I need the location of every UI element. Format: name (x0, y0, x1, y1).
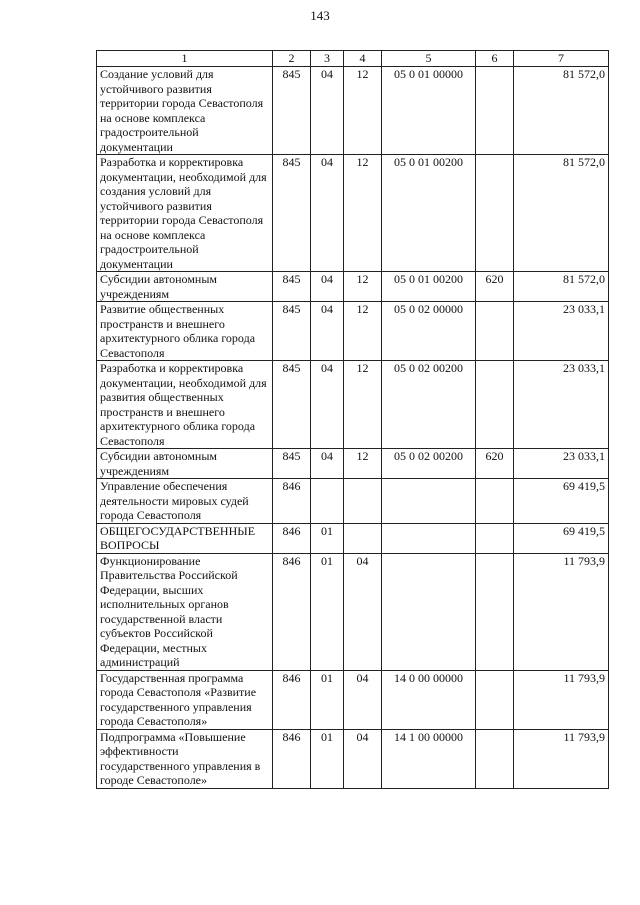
row-expense-type: 620 (476, 272, 514, 302)
row-target-article: 14 0 00 00000 (382, 670, 476, 729)
row-target-article: 05 0 01 00200 (382, 272, 476, 302)
row-target-article: 05 0 02 00000 (382, 302, 476, 361)
header-col-5: 5 (382, 51, 476, 67)
row-ved-code: 845 (273, 361, 311, 449)
row-expense-type (476, 155, 514, 272)
row-name: Подпрограмма «Повышение эффективности государственного управления в городе Севастополе» (97, 729, 273, 788)
row-expense-type (476, 553, 514, 670)
table-row (97, 67, 609, 155)
row-amount: 23 033,1 (514, 449, 609, 479)
row-name: Создание условий для устойчивого развития территории города Севастополя на основе комплекса градостроительной документации (97, 67, 273, 155)
row-section-code: 04 (311, 67, 344, 155)
row-ved-code: 845 (273, 67, 311, 155)
row-amount: 11 793,9 (514, 553, 609, 670)
row-subsection-code: 12 (344, 155, 382, 272)
row-target-article: 14 1 00 00000 (382, 729, 476, 788)
row-subsection-code: 12 (344, 361, 382, 449)
row-section-code: 04 (311, 302, 344, 361)
row-name: Развитие общественных пространств и внешнего архитектурного облика города Севастополя (97, 302, 273, 361)
row-subsection-code (344, 523, 382, 553)
row-amount: 81 572,0 (514, 272, 609, 302)
row-expense-type (476, 302, 514, 361)
row-expense-type (476, 361, 514, 449)
table-row (97, 523, 609, 553)
table-row (97, 155, 609, 272)
row-amount: 81 572,0 (514, 67, 609, 155)
row-expense-type: 620 (476, 449, 514, 479)
row-section-code: 04 (311, 272, 344, 302)
header-col-7: 7 (514, 51, 609, 67)
row-section-code: 04 (311, 361, 344, 449)
row-name: Субсидии автономным учреждениям (97, 449, 273, 479)
row-target-article (382, 553, 476, 670)
row-section-code: 04 (311, 155, 344, 272)
table-row (97, 302, 609, 361)
row-amount: 69 419,5 (514, 479, 609, 524)
row-expense-type (476, 670, 514, 729)
row-ved-code: 845 (273, 272, 311, 302)
header-col-2: 2 (273, 51, 311, 67)
row-amount: 11 793,9 (514, 670, 609, 729)
table-row (97, 729, 609, 788)
table-row (97, 449, 609, 479)
row-name: Субсидии автономным учреждениям (97, 272, 273, 302)
row-subsection-code: 12 (344, 449, 382, 479)
header-row (97, 51, 609, 67)
row-subsection-code: 04 (344, 729, 382, 788)
row-section-code: 01 (311, 729, 344, 788)
row-section-code: 01 (311, 523, 344, 553)
row-ved-code: 846 (273, 553, 311, 670)
row-target-article: 05 0 01 00000 (382, 67, 476, 155)
header-col-1: 1 (97, 51, 273, 67)
row-name: Государственная программа города Севастополя «Развитие государственного управления города Севастополя» (97, 670, 273, 729)
row-amount: 81 572,0 (514, 155, 609, 272)
row-name: Разработка и корректировка документации, необходимой для развития общественных пространств и внешнего архитектурного облика города Севастополя (97, 361, 273, 449)
header-col-4: 4 (344, 51, 382, 67)
row-subsection-code: 12 (344, 67, 382, 155)
page-number: 143 (310, 8, 330, 23)
row-name: Управление обеспечения деятельности мировых судей города Севастополя (97, 479, 273, 524)
row-ved-code: 845 (273, 155, 311, 272)
row-section-code: 04 (311, 449, 344, 479)
row-subsection-code: 04 (344, 553, 382, 670)
row-ved-code: 845 (273, 449, 311, 479)
table-row (97, 361, 609, 449)
table-row (97, 479, 609, 524)
row-target-article: 05 0 02 00200 (382, 361, 476, 449)
table-row (97, 272, 609, 302)
row-amount: 23 033,1 (514, 361, 609, 449)
row-section-code: 01 (311, 670, 344, 729)
row-ved-code: 846 (273, 523, 311, 553)
table-row (97, 670, 609, 729)
row-ved-code: 845 (273, 302, 311, 361)
row-subsection-code: 12 (344, 272, 382, 302)
row-name: ОБЩЕГОСУДАРСТВЕННЫЕ ВОПРОСЫ (97, 523, 273, 553)
row-target-article: 05 0 02 00200 (382, 449, 476, 479)
row-ved-code: 846 (273, 729, 311, 788)
row-subsection-code (344, 479, 382, 524)
row-expense-type (476, 729, 514, 788)
header-col-6: 6 (476, 51, 514, 67)
row-section-code (311, 479, 344, 524)
row-target-article (382, 523, 476, 553)
row-ved-code: 846 (273, 479, 311, 524)
header-col-3: 3 (311, 51, 344, 67)
row-amount: 69 419,5 (514, 523, 609, 553)
row-name: Функционирование Правительства Российской Федерации, высших исполнительных органов государственной власти субъектов Российской Федерации, местных администраций (97, 553, 273, 670)
row-expense-type (476, 67, 514, 155)
row-expense-type (476, 479, 514, 524)
table-row (97, 553, 609, 670)
row-subsection-code: 12 (344, 302, 382, 361)
row-expense-type (476, 523, 514, 553)
row-target-article (382, 479, 476, 524)
row-amount: 23 033,1 (514, 302, 609, 361)
row-subsection-code: 04 (344, 670, 382, 729)
budget-table (96, 50, 609, 789)
row-target-article: 05 0 01 00200 (382, 155, 476, 272)
row-name: Разработка и корректировка документации, необходимой для создания условий для устойчивого развития территории города Севастополя на основе комплекса градостроительной документации (97, 155, 273, 272)
row-section-code: 01 (311, 553, 344, 670)
row-ved-code: 846 (273, 670, 311, 729)
row-amount: 11 793,9 (514, 729, 609, 788)
